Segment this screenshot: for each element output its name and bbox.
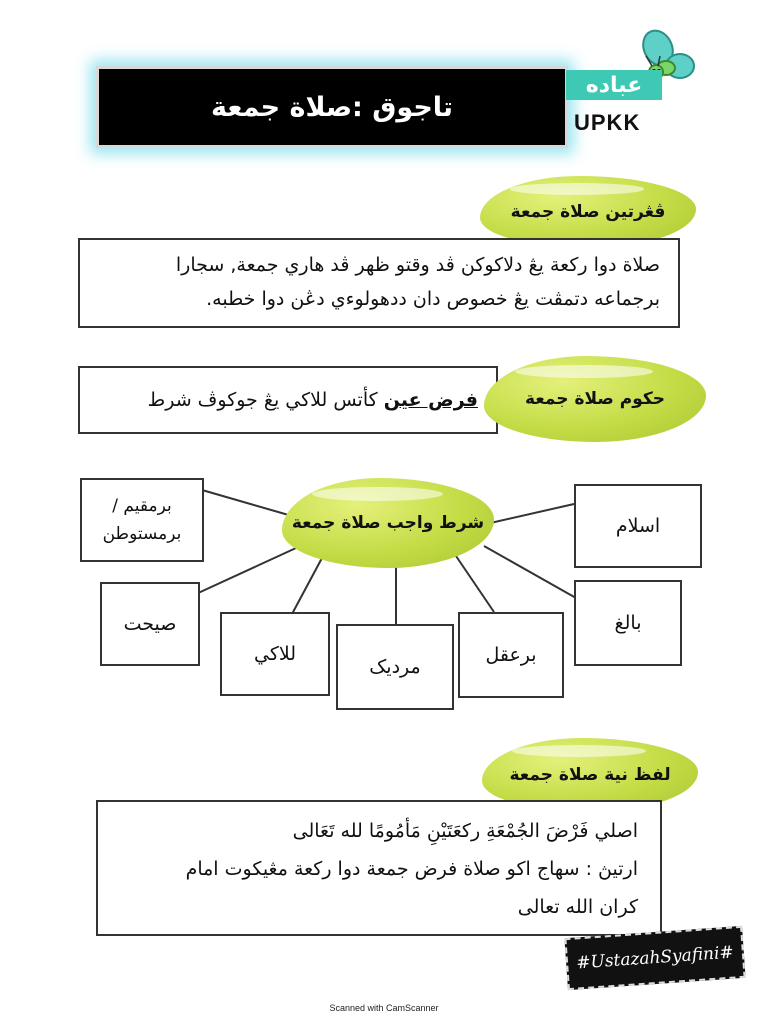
intention-label-text: لفظ نية صلاة جمعة	[509, 765, 671, 785]
condition-islam	[574, 484, 702, 568]
condition-merdeka	[336, 624, 454, 710]
intention-meaning-line-1: ارتيڽ : سهاج اكو صلاة فرض جمعة دوا ركعة مڠيكوت امام	[185, 858, 638, 880]
condition-baligh-text: بالغ	[614, 612, 642, 634]
subject-tag: عباده	[566, 70, 662, 100]
ruling-text: كأتس للاكي يڠ جوكوڤ شرط	[147, 389, 384, 411]
conditions-center-text: شرط واجب صلاة جمعة	[291, 513, 485, 533]
page-title-text: تاجوق :صلاة جمعة	[210, 91, 454, 123]
condition-lelaki	[220, 612, 330, 696]
intention-arabic: اصلي فَرْضَ الجُمْعَةِ ركعَتَيْنِ مَأمُومًا لله تَعَالى	[292, 820, 638, 842]
ruling-emphasis: فرض عين	[383, 389, 478, 411]
definition-line-2: برجماعه دتمڤت يڠ خصوص دان ددهولوءي دڠن دوا خطبه.	[206, 288, 660, 310]
condition-berakal	[458, 612, 564, 698]
condition-mukim-line-2: برمستوطن	[102, 524, 182, 544]
condition-merdeka-text: مرديک	[369, 656, 421, 678]
definition-label-text: ڤڠرتين صلاة جمعة	[510, 202, 666, 222]
condition-baligh	[574, 580, 682, 666]
condition-mukim-line-1: برمقيم /	[112, 496, 172, 516]
scanner-footer: Scanned with CamScanner	[329, 1003, 439, 1013]
ruling-label-text: حكوم صلاة جمعة	[524, 389, 666, 409]
condition-lelaki-text: للاكي	[254, 643, 297, 665]
definition-line-1: صلاة دوا ركعة يڠ دلاكوكن ڤد وقتو ظهر ڤد هاري جمعة, سجارا	[175, 254, 660, 276]
condition-sihat-text: صيحت	[123, 613, 177, 635]
condition-berakal-text: برعقل	[485, 644, 537, 666]
condition-mukim	[80, 478, 204, 562]
intention-meaning-line-2: كران الله تعالى	[517, 896, 638, 918]
intention-box	[96, 800, 662, 936]
program-label: UPKK	[574, 110, 641, 135]
condition-sihat	[100, 582, 200, 666]
author-stamp: #UstazahSyafini#	[564, 926, 745, 990]
condition-islam-text: اسلام	[615, 515, 661, 537]
